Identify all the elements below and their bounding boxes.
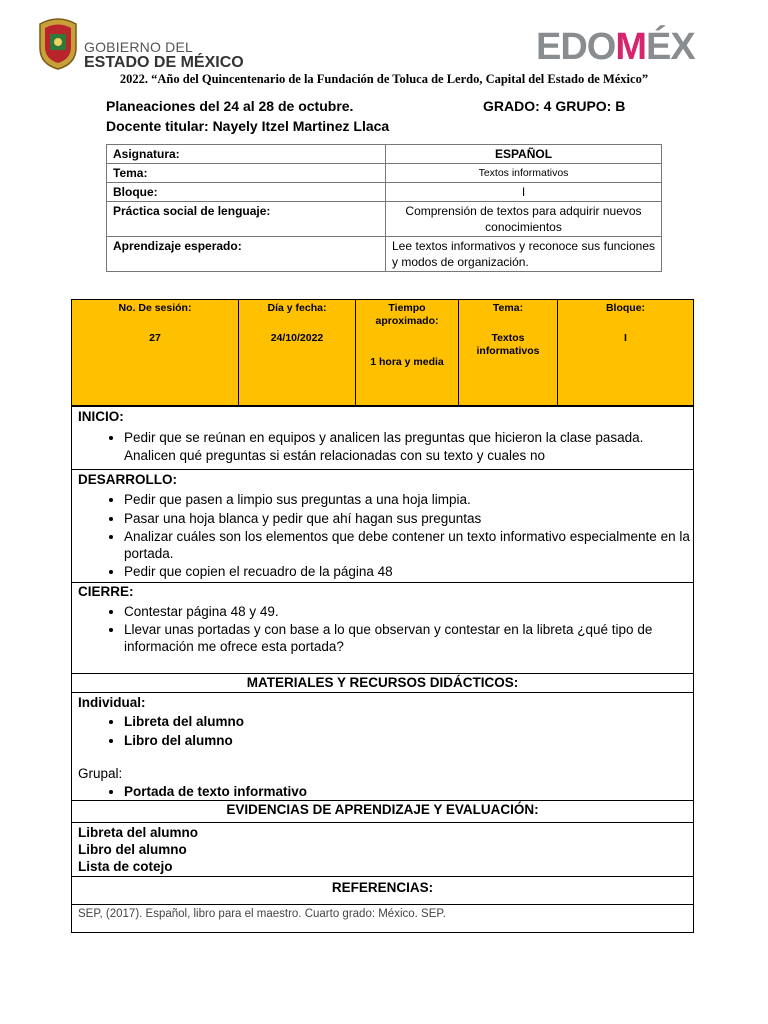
- block-value: I: [386, 183, 662, 202]
- cierre-section: [72, 583, 693, 674]
- expected-learning-value: Lee textos informativos y reconoce sus funciones y modos de organización.: [386, 237, 662, 272]
- list-item: • Portada de texto informativo: [124, 783, 693, 801]
- list-item: • Llevar unas portadas y con base a lo que observan y contestar en la libreta ¿qué tipo de información me ofrece esta portada?: [124, 621, 693, 655]
- topic-value-line1: Textos: [491, 332, 525, 344]
- subject-table: [106, 144, 662, 272]
- block-cell: [558, 300, 694, 406]
- topic-label: Tema:: [107, 164, 386, 183]
- referencias-section: [72, 905, 693, 932]
- edomex-logo-m: M: [615, 26, 647, 68]
- plan-title: Planeaciones del 24 al 28 de octubre.: [106, 98, 354, 114]
- subject-label: Asignatura:: [107, 145, 386, 164]
- evidence-item: Libreta del alumno: [78, 825, 199, 840]
- date-value: 24/10/2022: [270, 332, 324, 344]
- desarrollo-list: [72, 490, 693, 581]
- government-name: [84, 40, 244, 71]
- materiales-header: [72, 674, 693, 693]
- evidencias-header: [72, 801, 693, 823]
- inicio-section: [72, 407, 693, 470]
- list-item: • Pedir que se reúnan en equipos y analicen las preguntas que hicieron la clase pasada. Analicen qué preguntas si están relacionadas con su texto y cuales no: [124, 429, 693, 464]
- evidence-item: Lista de cotejo: [78, 859, 173, 874]
- list-item: • Libro del alumno: [124, 731, 693, 750]
- teacher-name: Docente titular: Nayely Itzel Martinez Llaca: [106, 118, 390, 134]
- date-cell: [239, 300, 356, 406]
- government-line-2: ESTADO DE MÉXICO: [84, 54, 244, 71]
- time-cell: [356, 300, 459, 406]
- individual-label: Individual:: [78, 695, 146, 710]
- edomex-logo: [536, 28, 695, 66]
- list-item: • Analizar cuáles son los elementos que debe contener un texto informativo especialmente en la portada.: [124, 528, 693, 562]
- materiales-section: [72, 693, 693, 801]
- table-row: [72, 300, 694, 406]
- table-row: [107, 145, 662, 164]
- topic-value: Textos informativos: [386, 164, 662, 183]
- government-line-1: GOBIERNO DEL: [84, 39, 193, 55]
- subject-value: ESPAÑOL: [386, 145, 662, 164]
- reference-text: SEP, (2017). Español, libro para el maestro. Cuarto grado: México. SEP.: [78, 908, 446, 920]
- block-value: I: [624, 332, 627, 344]
- list-item: • Pedir que pasen a limpio sus preguntas a una hoja limpia.: [124, 490, 693, 509]
- time-header-line2: aproximado:: [375, 315, 439, 327]
- time-value: 1 hora y media: [370, 356, 444, 368]
- edomex-logo-left: EDO: [536, 26, 616, 68]
- year-caption: 2022. “Año del Quincentenario de la Fundación de Toluca de Lerdo, Capital del Estado de México”: [119, 72, 649, 86]
- session-number-header: No. De sesión:: [118, 302, 192, 314]
- cierre-list: [72, 603, 693, 655]
- social-practice-value: Comprensión de textos para adquirir nuevos conocimientos: [386, 202, 662, 237]
- date-header: Día y fecha:: [267, 302, 327, 314]
- topic-cell: [459, 300, 558, 406]
- table-row: [107, 164, 662, 183]
- evidence-item: Libro del alumno: [78, 842, 187, 857]
- list-item: • Libreta del alumno: [124, 712, 693, 731]
- grupal-label: Grupal:: [78, 766, 123, 781]
- lesson-content: [71, 406, 694, 933]
- social-practice-label: Práctica social de lenguaje:: [107, 202, 386, 237]
- time-header-line1: Tiempo: [388, 302, 426, 314]
- session-number-value: 27: [149, 332, 161, 344]
- desarrollo-title: DESARROLLO:: [78, 472, 177, 487]
- list-item: • Pedir que copien el recuadro de la página 48: [124, 562, 693, 581]
- expected-learning-label: Aprendizaje esperado:: [107, 237, 386, 272]
- inicio-title: INICIO:: [78, 409, 124, 424]
- edomex-logo-right: ÉX: [646, 26, 695, 68]
- referencias-title: REFERENCIAS:: [331, 880, 434, 895]
- inicio-list: [72, 429, 693, 464]
- topic-header: Tema:: [492, 302, 524, 314]
- table-row: [107, 237, 662, 272]
- desarrollo-section: [72, 470, 693, 583]
- evidencias-section: [72, 823, 693, 877]
- session-number-cell: [72, 300, 239, 406]
- individual-list: [72, 712, 693, 750]
- topic-value-line2: informativos: [476, 345, 540, 357]
- evidencias-title: EVIDENCIAS DE APRENDIZAJE Y EVALUACIÓN:: [226, 802, 539, 817]
- state-seal-icon: [36, 14, 80, 70]
- grupal-list: [72, 783, 693, 801]
- cierre-title: CIERRE:: [78, 584, 134, 599]
- referencias-header: [72, 877, 693, 905]
- materiales-title: MATERIALES Y RECURSOS DIDÁCTICOS:: [246, 675, 519, 690]
- session-table: [71, 299, 694, 406]
- list-item: • Contestar página 48 y 49.: [124, 603, 693, 621]
- table-row: [107, 183, 662, 202]
- list-item: • Pasar una hoja blanca y pedir que ahí hagan sus preguntas: [124, 509, 693, 528]
- table-row: [107, 202, 662, 237]
- grade-group: GRADO: 4 GRUPO: B: [483, 98, 626, 114]
- block-label: Bloque:: [107, 183, 386, 202]
- block-header: Bloque:: [605, 302, 646, 314]
